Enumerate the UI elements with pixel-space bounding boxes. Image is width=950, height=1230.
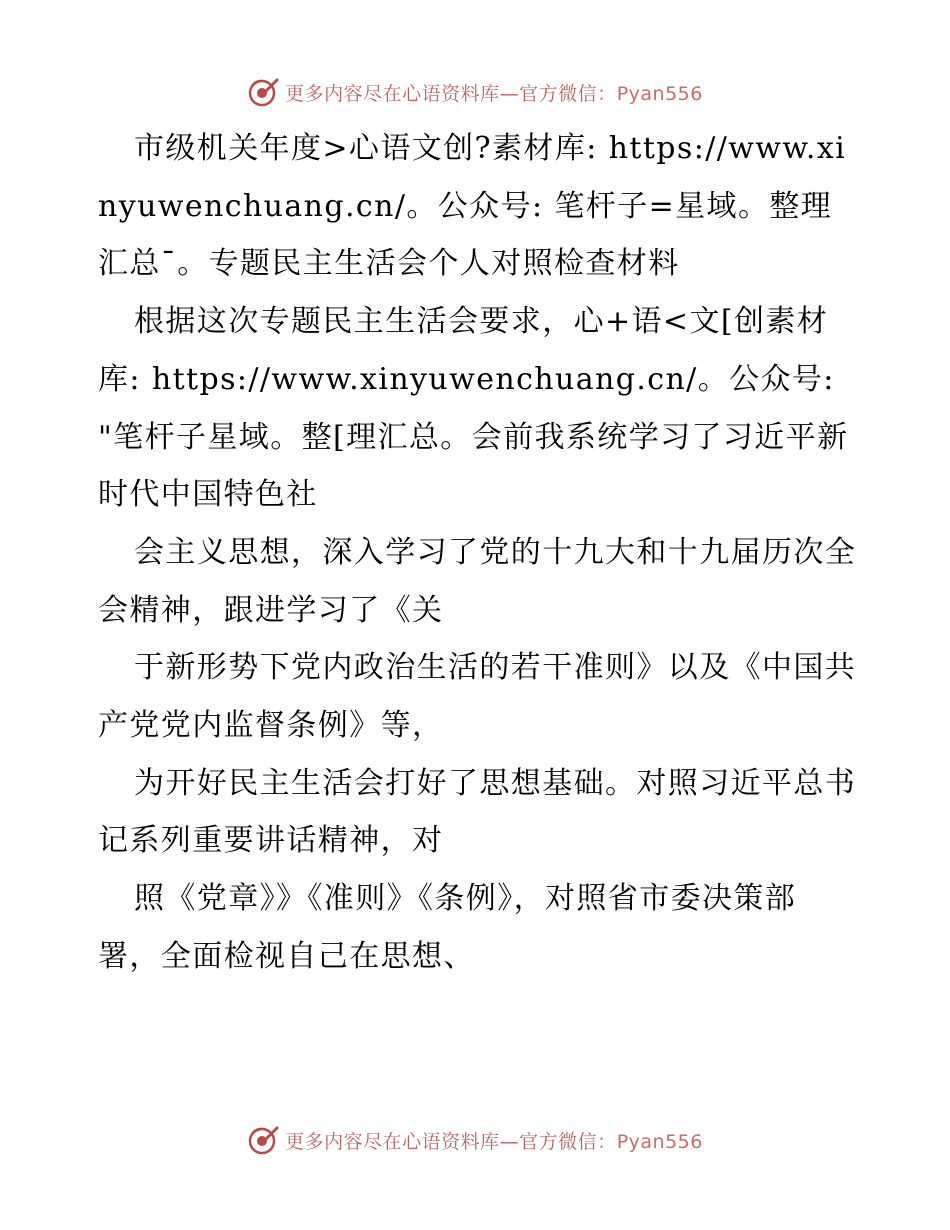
footer-watermark-banner bbox=[0, 1120, 950, 1160]
header-banner-text: 更多内容尽在心语资料库—官方微信：Pyan556 bbox=[285, 82, 703, 105]
document-body bbox=[98, 120, 858, 986]
footer-banner-text: 更多内容尽在心语资料库—官方微信：Pyan556 bbox=[285, 1130, 703, 1153]
paragraph: 会主义思想，深入学习了党的十九大和十九届历次全会精神，跟进学习了《关 bbox=[98, 534, 857, 628]
header-watermark-banner bbox=[0, 72, 950, 112]
paragraph: 为开好民主生活会打好了思想基础。对照习近平总书记系列重要讲话精神，对 bbox=[98, 765, 857, 859]
pen-logo-icon bbox=[247, 1123, 281, 1157]
paragraph: 根据这次专题民主生活会要求，心+语<文[创素材库: https://www.xinyuwenchuang.cn/。公众号: "笔杆子星域。整[理汇总。会前我系统学习了习近平新时代中国特色社 bbox=[98, 304, 849, 513]
paragraph: 照《党章》》《准则》《条例》，对照省市委决策部署，全面检视自己在思想、 bbox=[98, 881, 797, 974]
pen-logo-icon bbox=[247, 75, 281, 109]
paragraph: 于新形势下党内政治生活的若干准则》以及《中国共产党党内监督条例》等， bbox=[98, 650, 857, 744]
paragraph: 市级机关年度>心语文创?素材库: https://www.xinyuwenchuang.cn/。公众号: 笔杆子=星域。整理汇总¯。专题民主生活会个人对照检查材料 bbox=[98, 131, 847, 282]
